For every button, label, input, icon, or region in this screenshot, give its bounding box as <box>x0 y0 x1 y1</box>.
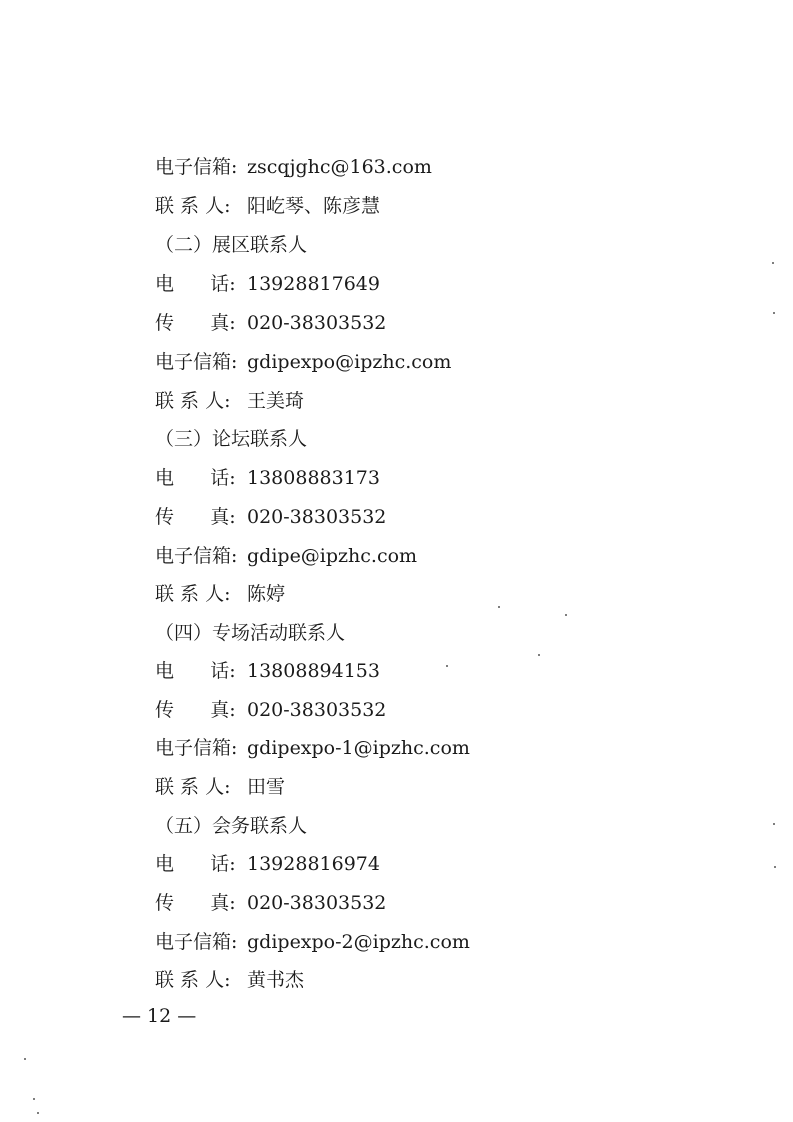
contact-line <box>155 772 285 802</box>
phone-label: 电 话: <box>155 853 236 875</box>
section-heading-exhibition: （二）展区联系人 <box>155 234 308 256</box>
contact-value: 黄书杰 <box>247 969 305 991</box>
phone-label: 电 话: <box>155 660 236 682</box>
phone-value: 13928816974 <box>247 853 380 875</box>
fax-label: 传 真: <box>155 699 236 721</box>
scan-speck <box>24 1058 26 1060</box>
scan-speck <box>498 606 500 608</box>
contact-line <box>155 386 304 416</box>
email-label: 电子信箱: <box>155 351 238 373</box>
contact-label: 联 系 人: <box>155 583 231 605</box>
scan-speck <box>446 665 448 667</box>
phone-label: 电 话: <box>155 467 236 489</box>
phone-value: 13928817649 <box>247 273 380 295</box>
scan-speck <box>33 1098 35 1100</box>
fax-label: 传 真: <box>155 892 236 914</box>
section-heading-conference-affairs: （五）会务联系人 <box>155 815 308 837</box>
phone-line <box>155 463 380 493</box>
phone-value: 13808883173 <box>247 467 380 489</box>
email-line <box>155 927 470 957</box>
fax-value: 020-38303532 <box>247 506 387 528</box>
fax-value: 020-38303532 <box>247 699 387 721</box>
fax-value: 020-38303532 <box>247 892 387 914</box>
section-heading-forum: （三）论坛联系人 <box>155 428 308 450</box>
scan-speck <box>773 312 775 314</box>
fax-value: 020-38303532 <box>247 312 387 334</box>
fax-line <box>155 888 386 918</box>
contact-value: 陈婷 <box>247 583 286 605</box>
scan-speck <box>772 262 774 264</box>
scan-speck <box>773 823 775 825</box>
contact-label: 联 系 人: <box>155 776 231 798</box>
email-label: 电子信箱: <box>155 545 238 567</box>
email-value: gdipexpo-2@ipzhc.com <box>247 931 470 953</box>
contact-value: 王美琦 <box>247 390 305 412</box>
contact-line <box>155 579 285 609</box>
phone-line <box>155 269 380 299</box>
phone-line <box>155 656 380 686</box>
page-number: — 12 — <box>122 1005 197 1027</box>
email-label: 电子信箱: <box>155 931 238 953</box>
scan-speck <box>538 654 540 656</box>
email-line <box>155 733 470 763</box>
email-value: zscqjghc@163.com <box>247 156 432 178</box>
email-line <box>155 347 451 377</box>
phone-line <box>155 849 380 879</box>
fax-line <box>155 502 386 532</box>
email-value: gdipexpo@ipzhc.com <box>247 351 452 373</box>
fax-line <box>155 308 386 338</box>
fax-label: 传 真: <box>155 506 236 528</box>
email-label: 电子信箱: <box>155 156 238 178</box>
fax-line <box>155 695 386 725</box>
phone-value: 13808894153 <box>247 660 380 682</box>
contact-line <box>155 965 304 995</box>
contact-line <box>155 191 380 221</box>
contact-label: 联 系 人: <box>155 390 231 412</box>
contact-label: 联 系 人: <box>155 969 231 991</box>
scan-speck <box>774 866 776 868</box>
section-heading-special-events: （四）专场活动联系人 <box>155 622 346 644</box>
contact-value: 田雪 <box>247 776 286 798</box>
phone-label: 电 话: <box>155 273 236 295</box>
email-value: gdipexpo-1@ipzhc.com <box>247 737 470 759</box>
fax-label: 传 真: <box>155 312 236 334</box>
scan-speck <box>37 1112 39 1114</box>
scan-speck <box>565 614 567 616</box>
email-line <box>155 152 432 182</box>
contact-value: 阳屹琴、陈彦慧 <box>247 195 381 217</box>
email-line <box>155 541 417 571</box>
email-label: 电子信箱: <box>155 737 238 759</box>
contact-label: 联 系 人: <box>155 195 231 217</box>
email-value: gdipe@ipzhc.com <box>247 545 418 567</box>
